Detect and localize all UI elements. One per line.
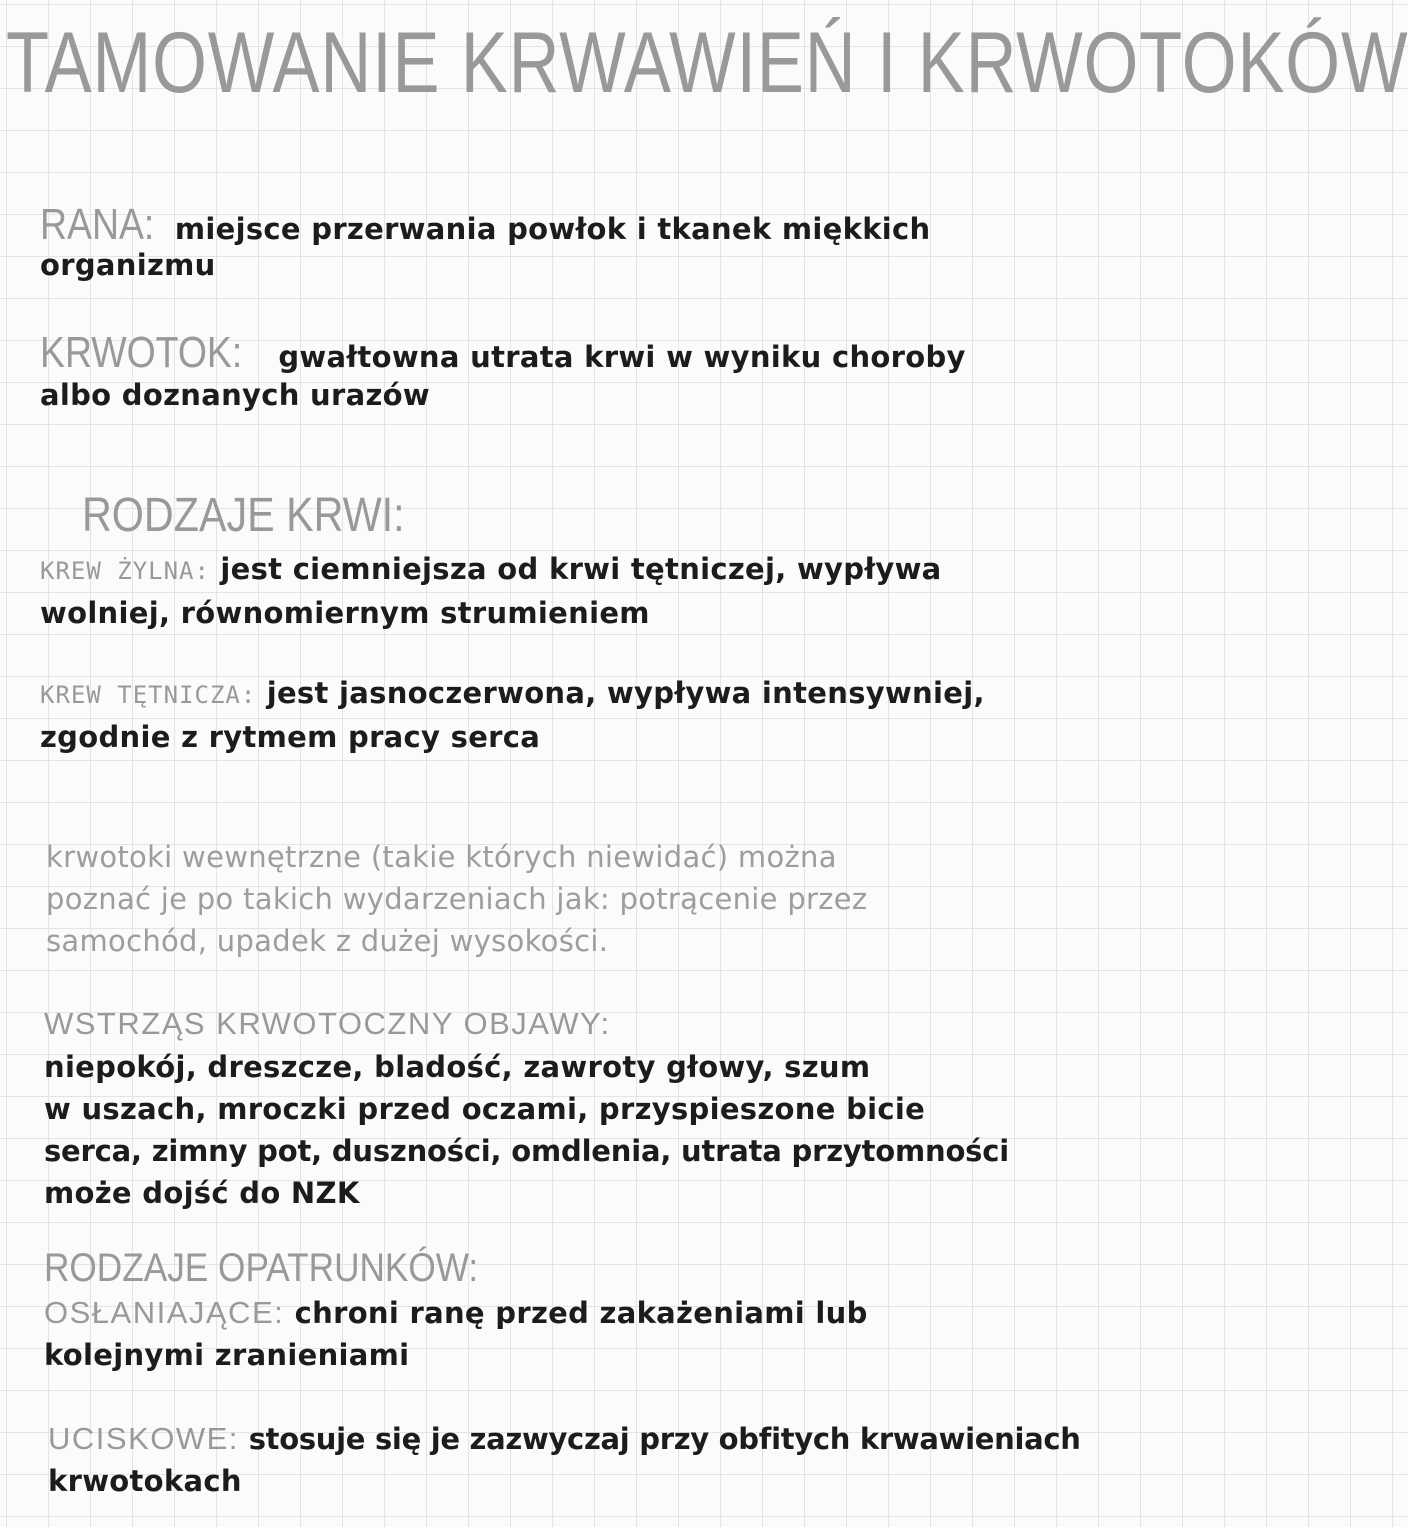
rana-text-line-2: organizmu (40, 248, 216, 282)
krew-tetnicza-definition (40, 672, 1060, 758)
wstrzas-line-3: serca, zimny pot, duszności, omdlenia, utrata przytomności (44, 1134, 1009, 1168)
krwotoki-line-3: samochód, upadek z dużej wysokości. (46, 924, 609, 958)
krwotok-text-line-2: albo doznanych urazów (40, 378, 430, 412)
uciskowe-definition (48, 1418, 1081, 1502)
wstrzas-section (44, 1002, 1064, 1214)
krew-tetnicza-text-line-1: jest jasnoczerwona, wypływa intensywniej, (266, 676, 985, 710)
oslaniajace-text-line-1: chroni ranę przed zakażeniami lub (294, 1296, 868, 1330)
krwotok-definition (40, 324, 1060, 416)
rodzaje-opatrunkow-section (44, 1244, 1064, 1292)
rodzaje-krwi-section (82, 488, 1102, 544)
krew-zylna-definition (40, 548, 1060, 634)
krwotoki-wewnetrzne-note (46, 836, 1066, 962)
krew-zylna-text-line-1: jest ciemniejsza od krwi tętniczej, wypływa (220, 552, 942, 586)
rodzaje-opatrunkow-heading: RODZAJE OPATRUNKÓW: (44, 1246, 479, 1290)
wstrzas-line-4: może dojść do NZK (44, 1176, 360, 1210)
oslaniajace-definition (44, 1292, 1064, 1376)
wstrzas-line-1: niepokój, dreszcze, bladość, zawroty głowy, szum (44, 1050, 871, 1084)
krew-tetnicza-text-line-2: zgodnie z rytmem pracy serca (40, 720, 541, 754)
rana-definition (40, 196, 1060, 286)
uciskowe-term: UCISKOWE: (48, 1421, 239, 1456)
krew-zylna-text-line-2: wolniej, równomiernym strumieniem (40, 596, 650, 630)
rodzaje-krwi-heading: RODZAJE KRWI: (82, 489, 405, 542)
krwotok-text-line-1: gwałtowna utrata krwi w wyniku choroby (278, 340, 966, 374)
page-title: TAMOWANIE KRWAWIEŃ I KRWOTOKÓW (6, 15, 1408, 111)
krew-tetnicza-term: KREW TĘTNICZA: (40, 681, 257, 709)
wstrzas-heading: WSTRZĄS KRWOTOCZNY OBJAWY: (44, 1006, 611, 1041)
rana-term: RANA: (40, 200, 155, 249)
oslaniajace-text-line-2: kolejnymi zranieniami (44, 1338, 410, 1372)
krew-zylna-term: KREW ŻYLNA: (40, 557, 210, 585)
wstrzas-line-2: w uszach, mroczki przed oczami, przyspieszone bicie (44, 1092, 926, 1126)
rana-text-line-1: miejsce przerwania powłok i tkanek miękkich (174, 212, 931, 246)
oslaniajace-term: OSŁANIAJĄCE: (44, 1295, 285, 1330)
uciskowe-text-line-1: stosuje się je zazwyczaj przy obfitych krwawieniach (248, 1422, 1081, 1456)
krwotok-term: KRWOTOK: (40, 328, 243, 377)
krwotoki-line-1: krwotoki wewnętrzne (takie których niewidać) można (46, 840, 837, 874)
krwotoki-line-2: poznać je po takich wydarzeniach jak: potrącenie przez (46, 882, 868, 916)
uciskowe-text-line-2: krwotokach (48, 1464, 242, 1498)
